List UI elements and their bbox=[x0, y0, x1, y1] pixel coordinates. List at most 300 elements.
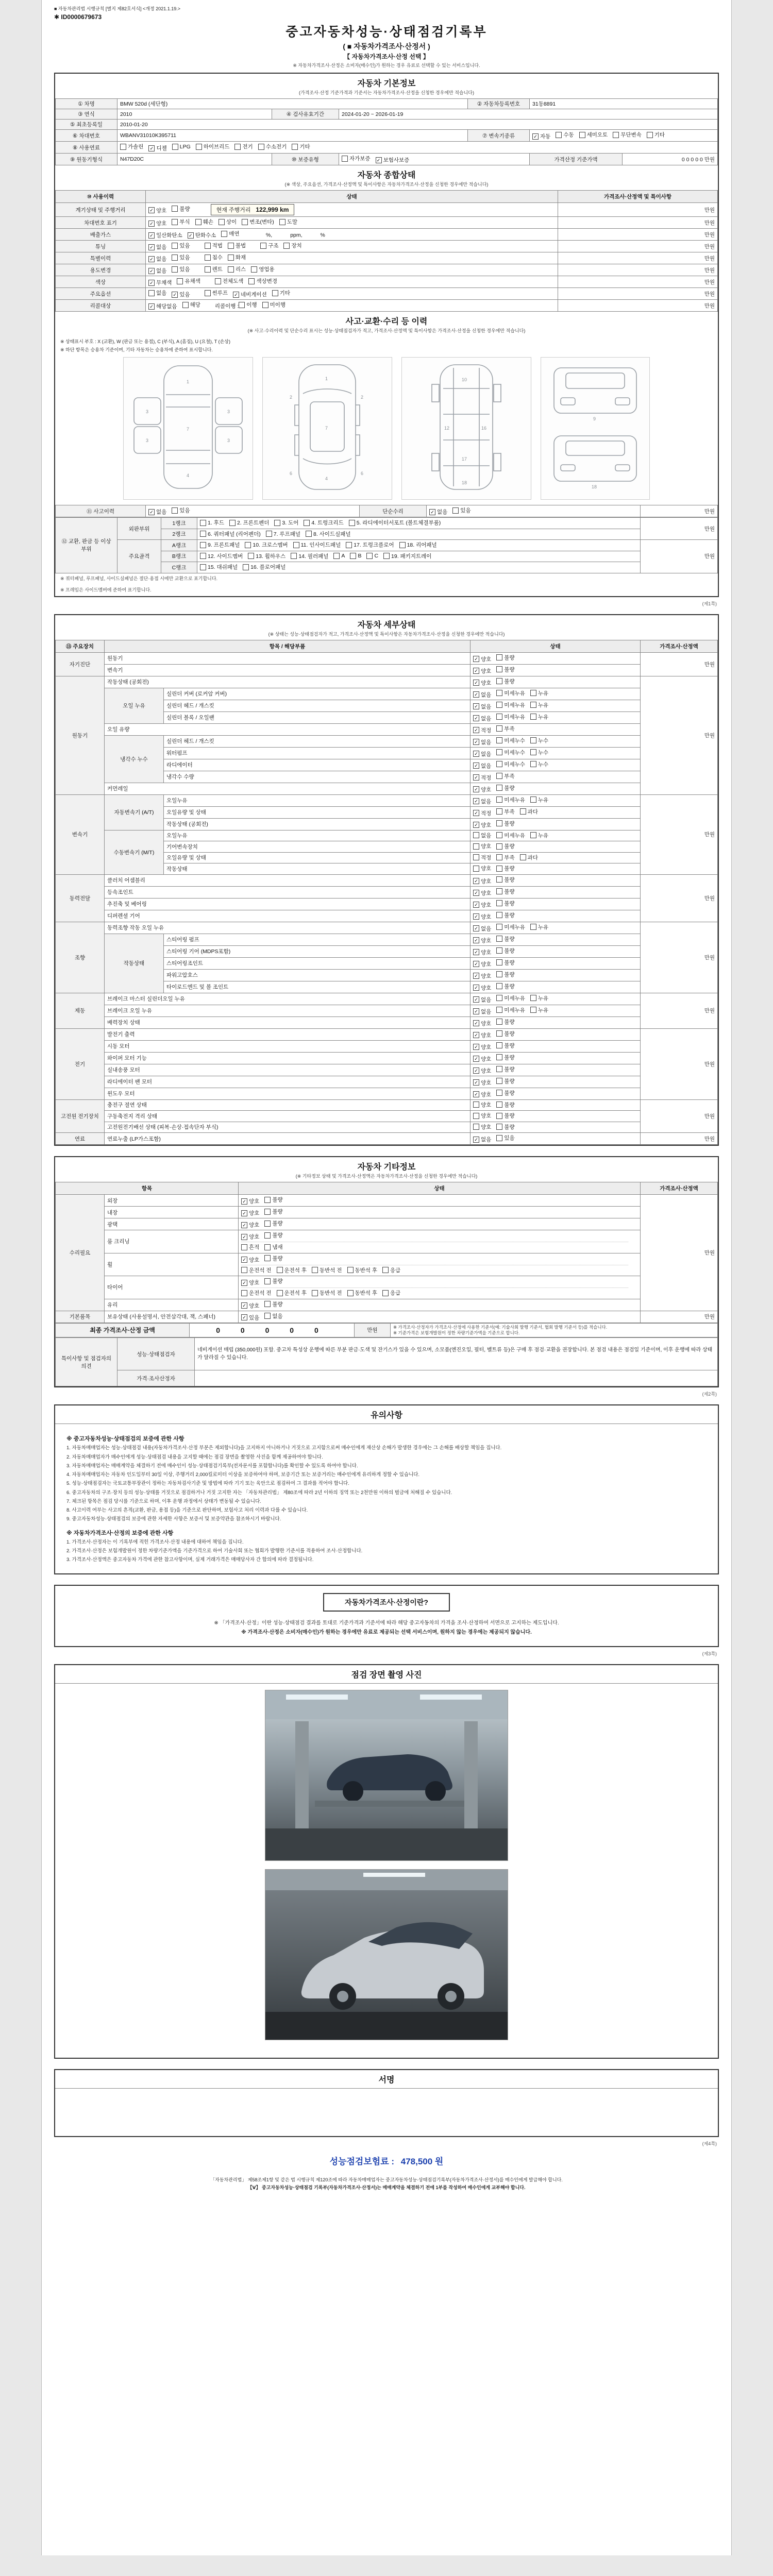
part-label: 작동상태 bbox=[164, 863, 470, 875]
detail-row bbox=[56, 1099, 718, 1111]
checkbox-box bbox=[496, 808, 502, 815]
checkbox-해당[interactable] bbox=[182, 301, 200, 309]
checkbox-양호[interactable] bbox=[473, 679, 491, 687]
car-name-value: BMW 520d (세단형) bbox=[117, 99, 468, 109]
checkbox-일산화탄소[interactable] bbox=[148, 231, 182, 239]
checkbox-운전석 후[interactable] bbox=[277, 1289, 307, 1297]
checkbox-segment bbox=[205, 242, 251, 250]
checkbox-없음[interactable] bbox=[473, 925, 491, 933]
checkbox-누유[interactable] bbox=[530, 1006, 548, 1014]
column-header: 상태 bbox=[239, 1182, 641, 1195]
checkbox-불량[interactable] bbox=[496, 1054, 514, 1061]
checkbox-label: A bbox=[341, 553, 345, 559]
checkbox-box bbox=[530, 737, 536, 743]
checkbox-누유[interactable] bbox=[530, 701, 548, 709]
checkbox-C[interactable] bbox=[366, 553, 378, 559]
checkbox-운전석 전[interactable] bbox=[241, 1266, 272, 1274]
checkbox-불량[interactable] bbox=[264, 1300, 282, 1308]
checkbox-box: ✓ bbox=[473, 703, 479, 709]
checkbox-label: 동반석 후 bbox=[355, 1267, 378, 1274]
checkbox-없음[interactable] bbox=[473, 1008, 491, 1015]
checkbox-없음[interactable] bbox=[473, 691, 491, 699]
checkbox-영업용[interactable] bbox=[251, 265, 274, 273]
checkbox-미세누유[interactable] bbox=[496, 832, 525, 839]
checkbox-있음[interactable] bbox=[496, 1134, 514, 1142]
checkbox-수소전기[interactable] bbox=[258, 143, 287, 150]
odometer-value: 122,999 km bbox=[256, 206, 289, 213]
checkbox-A[interactable] bbox=[333, 553, 345, 559]
checkbox-불량[interactable] bbox=[264, 1219, 282, 1227]
field-label: ⑥ 차대번호 bbox=[56, 130, 117, 142]
checkbox-전기[interactable] bbox=[234, 143, 253, 150]
checkbox-수동[interactable] bbox=[556, 131, 574, 139]
checkbox-없음[interactable] bbox=[429, 508, 447, 516]
checkbox-기타[interactable] bbox=[292, 143, 310, 150]
checkbox-segment bbox=[215, 277, 282, 286]
checkbox-불량[interactable] bbox=[264, 1277, 282, 1285]
checkbox-양호[interactable] bbox=[473, 1112, 491, 1120]
checkbox-운전석 후[interactable] bbox=[277, 1266, 307, 1274]
checkbox-13. 휠하우스[interactable] bbox=[248, 552, 285, 560]
checkbox-segment bbox=[473, 820, 520, 829]
part-label: 작동상태 (공회전) bbox=[105, 676, 470, 688]
checkbox-양호[interactable] bbox=[473, 1123, 491, 1131]
svg-text:6: 6 bbox=[290, 471, 293, 476]
overall-subtitle: (※ 색상, 주요옵션, 가격조사·산정액 및 특이사항은 자동차가격조사·산정을 신청한 경우에만 적습니다) bbox=[284, 182, 489, 187]
detail-subtitle: (※ 상태는 성능·상태점검자가 적고, 가격조사·산정액 및 특이사항은 자동차가격조사·산정을 신청한 경우에만 적습니다) bbox=[268, 631, 505, 637]
checkbox-없음[interactable] bbox=[473, 1136, 491, 1143]
checkbox-불량[interactable] bbox=[496, 654, 514, 662]
segment-text: 리콜이행 : bbox=[214, 303, 239, 310]
checkbox-없음[interactable] bbox=[473, 996, 491, 1004]
checkbox-기타[interactable] bbox=[272, 289, 290, 297]
checkbox-15. 대쉬패널[interactable] bbox=[200, 563, 238, 571]
checkbox-label: 전체도색 bbox=[222, 278, 244, 284]
checkbox-8. 사이드실패널[interactable] bbox=[306, 530, 351, 538]
checkbox-segment bbox=[473, 713, 553, 722]
state-cell bbox=[470, 852, 641, 863]
checkbox-있음[interactable] bbox=[452, 506, 470, 514]
panel-group-label: 외판부위 bbox=[117, 518, 161, 540]
checkbox-불량[interactable] bbox=[496, 982, 514, 990]
checkbox-부족[interactable] bbox=[496, 854, 514, 861]
checkbox-구조[interactable] bbox=[260, 242, 278, 249]
checkbox-유채색[interactable] bbox=[177, 277, 200, 285]
checkbox-탄화수소[interactable] bbox=[188, 231, 216, 239]
checkbox-자동[interactable] bbox=[532, 132, 550, 140]
checkbox-있음[interactable] bbox=[241, 1314, 259, 1321]
checkbox-양호[interactable] bbox=[473, 1067, 491, 1075]
checkbox-box: ✓ bbox=[148, 509, 155, 515]
checkbox-무채색[interactable] bbox=[148, 279, 172, 286]
checkbox-box bbox=[496, 888, 502, 894]
checkbox-label: 누유 bbox=[537, 995, 549, 1002]
checkbox-불량[interactable] bbox=[496, 677, 514, 685]
checkbox-리스[interactable] bbox=[228, 265, 246, 273]
checkbox-불법[interactable] bbox=[228, 242, 246, 249]
svg-text:17: 17 bbox=[462, 456, 467, 462]
checkbox-없음[interactable] bbox=[473, 762, 491, 770]
checkbox-적법[interactable] bbox=[205, 242, 223, 249]
checkbox-box bbox=[496, 1019, 502, 1025]
checkbox-14. 필러패널[interactable] bbox=[291, 552, 328, 560]
checkbox-없음[interactable] bbox=[473, 832, 491, 839]
checkbox-양호[interactable] bbox=[473, 842, 491, 850]
checkbox-양호[interactable] bbox=[473, 1031, 491, 1039]
checkbox-segment bbox=[205, 253, 251, 262]
page-subtitle-2: 【 자동차가격조사·산정 선택 】 bbox=[344, 53, 429, 60]
detail-title: 자동차 세부상태 bbox=[357, 620, 416, 630]
checkbox-B[interactable] bbox=[350, 553, 361, 559]
checkbox-양호[interactable] bbox=[473, 889, 491, 897]
checkbox-없음[interactable] bbox=[148, 508, 166, 516]
checkbox-label: 11. 인사이드패널 bbox=[300, 542, 341, 548]
checkbox-없음[interactable] bbox=[473, 715, 491, 722]
checkbox-양호[interactable] bbox=[473, 1079, 491, 1087]
checkbox-불량[interactable] bbox=[496, 666, 514, 673]
detail-row bbox=[56, 1195, 718, 1207]
checkbox-11. 인사이드패널[interactable] bbox=[293, 541, 341, 549]
opinion-who-label: 성능·상태점검자 bbox=[117, 1338, 195, 1370]
checkbox-양호[interactable] bbox=[473, 1020, 491, 1027]
checkbox-12. 사이드멤버[interactable] bbox=[200, 552, 243, 560]
checkbox-디젤[interactable] bbox=[148, 144, 166, 152]
checkbox-양호[interactable] bbox=[241, 1233, 259, 1241]
state-cell bbox=[470, 806, 641, 818]
checkbox-부족[interactable] bbox=[496, 808, 514, 816]
checkbox-부식[interactable] bbox=[172, 218, 190, 226]
checkbox-동반석 후[interactable] bbox=[347, 1266, 378, 1274]
checkbox-미세누유[interactable] bbox=[496, 689, 525, 697]
checkbox-없음[interactable] bbox=[473, 703, 491, 710]
checkbox-미세누유[interactable] bbox=[496, 1006, 525, 1014]
checkbox-동반석 후[interactable] bbox=[347, 1289, 378, 1297]
checkbox-불량[interactable] bbox=[496, 935, 514, 943]
checkbox-없음[interactable] bbox=[148, 289, 166, 297]
checkbox-동반석 전[interactable] bbox=[312, 1266, 342, 1274]
checkbox-무단변속[interactable] bbox=[613, 131, 642, 139]
checkbox-보험사보증[interactable] bbox=[376, 156, 410, 164]
part-label: 원동기 bbox=[105, 652, 470, 664]
checkbox-label: 없음 bbox=[481, 832, 492, 839]
row-label: 배출가스 bbox=[56, 229, 146, 241]
checkbox-세미오토[interactable] bbox=[579, 131, 608, 139]
checkbox-box: ✓ bbox=[148, 145, 155, 151]
checkbox-없음[interactable] bbox=[148, 243, 166, 251]
field-label: ④ 검사유효기간 bbox=[272, 109, 339, 120]
checkbox-썬루프[interactable] bbox=[205, 289, 228, 297]
checkbox-box bbox=[241, 1267, 247, 1273]
checkbox-불량[interactable] bbox=[496, 1112, 514, 1120]
accident-subtitle: (※ 사고·수리이력 및 단순수리 표시는 성능·상태점검자가 적고, 가격조사·산정액 및 특이사항은 가격조사·산정을 신청한 경우에만 적습니다) bbox=[247, 328, 526, 333]
checkbox-불량[interactable] bbox=[264, 1196, 282, 1204]
checkbox-양호[interactable] bbox=[473, 913, 491, 921]
checkbox-box: ✓ bbox=[172, 292, 178, 298]
checkbox-누수[interactable] bbox=[530, 749, 548, 756]
notice-item: 7. 체크된 항목은 점검 당시를 기준으로 하며, 이후 운행 과정에서 상태가 변동될 수 있습니다. bbox=[66, 1498, 261, 1504]
checkbox-부족[interactable] bbox=[496, 725, 514, 733]
checkbox-침수[interactable] bbox=[205, 253, 223, 261]
checkbox-불량[interactable] bbox=[264, 1255, 282, 1262]
checkbox-훼손[interactable] bbox=[195, 218, 213, 226]
checkbox-네비게이션[interactable] bbox=[233, 291, 267, 298]
checkbox-불량[interactable] bbox=[496, 911, 514, 919]
checkbox-과다[interactable] bbox=[520, 854, 538, 861]
checkbox-양호[interactable] bbox=[473, 960, 491, 968]
checkbox-불량[interactable] bbox=[496, 900, 514, 907]
state-cell bbox=[470, 863, 641, 875]
checkbox-양호[interactable] bbox=[241, 1197, 259, 1205]
checkbox-양호[interactable] bbox=[473, 937, 491, 944]
checkbox-있음[interactable] bbox=[172, 242, 190, 249]
checkbox-자가보증[interactable] bbox=[342, 155, 371, 162]
checkbox-미세누수[interactable] bbox=[496, 760, 525, 768]
checkbox-3. 도어[interactable] bbox=[274, 519, 298, 527]
checkbox-label: 양호 bbox=[481, 878, 492, 885]
checkbox-box bbox=[473, 832, 479, 838]
checkbox-양호[interactable] bbox=[241, 1302, 259, 1310]
checkbox-양호[interactable] bbox=[241, 1209, 259, 1217]
checkbox-응급[interactable] bbox=[382, 1266, 400, 1274]
checkbox-불량[interactable] bbox=[496, 959, 514, 967]
checkbox-불량[interactable] bbox=[496, 1042, 514, 1049]
checkbox-불량[interactable] bbox=[496, 888, 514, 895]
checkbox-양호[interactable] bbox=[473, 1091, 491, 1098]
checkbox-불량[interactable] bbox=[496, 842, 514, 850]
checkbox-미세누유[interactable] bbox=[496, 701, 525, 709]
checkbox-미세누유[interactable] bbox=[496, 796, 525, 804]
checkbox-냄새[interactable] bbox=[264, 1243, 282, 1251]
inspection-insurance-premium bbox=[54, 2154, 719, 2167]
checkbox-불량[interactable] bbox=[496, 865, 514, 872]
checkbox-적정[interactable] bbox=[473, 809, 491, 817]
checkbox-불량[interactable] bbox=[496, 784, 514, 792]
checkbox-LPG[interactable] bbox=[172, 144, 191, 150]
checkbox-누수[interactable] bbox=[530, 737, 548, 744]
checkbox-양호[interactable] bbox=[473, 1043, 491, 1051]
row-label: 차대번호 표기 bbox=[56, 217, 146, 229]
checkbox-2. 프론트펜더[interactable] bbox=[229, 519, 269, 527]
checkbox-18. 리어패널[interactable] bbox=[399, 541, 437, 549]
checkbox-불량[interactable] bbox=[496, 1089, 514, 1097]
checkbox-양호[interactable] bbox=[473, 1055, 491, 1063]
checkbox-4. 트렁크리드[interactable] bbox=[304, 519, 343, 527]
checkbox-segment bbox=[473, 982, 520, 992]
checkbox-label: 있음 bbox=[179, 243, 190, 249]
checkbox-불량[interactable] bbox=[496, 1101, 514, 1109]
checkbox-1. 후드[interactable] bbox=[200, 519, 224, 527]
checkbox-있음[interactable] bbox=[172, 291, 190, 298]
checkbox-있음[interactable] bbox=[172, 253, 190, 261]
checkbox-9. 프론트패널[interactable] bbox=[200, 541, 240, 549]
opinion-group-label: 특이사항 및 점검자의 의견 bbox=[56, 1338, 117, 1386]
checkbox-10. 크로스멤버[interactable] bbox=[245, 541, 288, 549]
checkbox-도말[interactable] bbox=[279, 218, 297, 226]
checkbox-미세누유[interactable] bbox=[496, 923, 525, 931]
checkbox-7. 루프패널[interactable] bbox=[266, 530, 300, 538]
checkbox-미이행[interactable] bbox=[262, 301, 285, 309]
checkbox-양호[interactable] bbox=[241, 1279, 259, 1286]
checkbox-label: 미세누수 bbox=[504, 761, 525, 768]
checkbox-렌트[interactable] bbox=[205, 265, 223, 273]
checkbox-불량[interactable] bbox=[496, 1018, 514, 1026]
checkbox-양호[interactable] bbox=[473, 821, 491, 829]
checkbox-양호[interactable] bbox=[473, 984, 491, 992]
svg-text:3: 3 bbox=[146, 438, 149, 443]
checkbox-6. 쿼터패널 (리어펜더)[interactable] bbox=[200, 530, 261, 538]
checkbox-누유[interactable] bbox=[530, 713, 548, 721]
checkbox-있음[interactable] bbox=[172, 265, 190, 273]
checkbox-변조(변타)[interactable] bbox=[242, 218, 274, 226]
signature-area[interactable] bbox=[55, 2089, 718, 2136]
checkbox-미세누수[interactable] bbox=[496, 737, 525, 744]
checkbox-불량[interactable] bbox=[496, 971, 514, 978]
checkbox-매연[interactable] bbox=[221, 230, 239, 238]
checkbox-label: 미세누유 bbox=[504, 702, 525, 708]
checkbox-불량[interactable] bbox=[496, 947, 514, 955]
checkbox-미세누수[interactable] bbox=[496, 749, 525, 756]
checkbox-label: 누수 bbox=[537, 749, 549, 756]
checkbox-양호[interactable] bbox=[473, 786, 491, 793]
checkbox-불량[interactable] bbox=[172, 205, 190, 213]
basic-subtitle: (가격조사·산정 기준가격과 기준서는 자동차가격조사·산정을 신청한 경우에만 적습니다) bbox=[299, 90, 474, 95]
checkbox-불량[interactable] bbox=[496, 1123, 514, 1131]
checkbox-19. 패키지트레이[interactable] bbox=[383, 552, 431, 560]
checkbox-양호[interactable] bbox=[473, 901, 491, 909]
page-marker: (제3쪽) bbox=[702, 1651, 717, 1657]
checkbox-없음[interactable] bbox=[473, 798, 491, 805]
checkbox-label: 적정 bbox=[481, 774, 492, 781]
part-label: 구동축전지 격리 상태 bbox=[105, 1111, 470, 1122]
checkbox-label: 부족 bbox=[504, 808, 515, 815]
part-label: 보유상태 (사용설명서, 안전삼각대, 잭, 스패너) bbox=[105, 1311, 239, 1323]
checkbox-box bbox=[342, 156, 348, 162]
checkbox-label: 이행 bbox=[246, 302, 257, 308]
checkbox-양호[interactable] bbox=[148, 219, 166, 227]
notice-heading: ※ 중고자동차성능·상태점검의 보증에 관한 사항 bbox=[66, 1436, 184, 1443]
svg-text:18: 18 bbox=[592, 484, 597, 489]
checkbox-없음[interactable] bbox=[473, 738, 491, 746]
checkbox-양호[interactable] bbox=[473, 667, 491, 675]
checkbox-label: 있음 bbox=[504, 1135, 515, 1141]
detail-row bbox=[56, 676, 718, 688]
checkbox-box bbox=[496, 1030, 502, 1037]
detail-row bbox=[56, 1299, 718, 1311]
checkbox-하이브리드[interactable] bbox=[196, 143, 230, 150]
checkbox-label: 불법 bbox=[235, 243, 246, 249]
checkbox-해당없음[interactable] bbox=[148, 302, 177, 310]
checkbox-label: 없음 bbox=[481, 1008, 492, 1015]
checkbox-segment bbox=[473, 1030, 520, 1039]
checkbox-누유[interactable] bbox=[530, 796, 548, 804]
checkbox-있음[interactable] bbox=[172, 506, 190, 514]
checkbox-양호[interactable] bbox=[473, 865, 491, 872]
checkbox-box: ✓ bbox=[148, 303, 155, 310]
checkbox-없음[interactable] bbox=[148, 255, 166, 263]
checkbox-없음[interactable] bbox=[473, 750, 491, 758]
panel-items bbox=[197, 529, 641, 540]
checkbox-label: 1. 후드 bbox=[208, 520, 224, 526]
checkbox-label: 동반석 전 bbox=[320, 1290, 342, 1296]
checkbox-양호[interactable] bbox=[241, 1256, 259, 1264]
checkbox-불량[interactable] bbox=[496, 876, 514, 884]
checkbox-양호[interactable] bbox=[473, 1101, 491, 1109]
checkbox-누수[interactable] bbox=[530, 760, 548, 768]
checkbox-16. 플로어패널[interactable] bbox=[243, 563, 285, 571]
detail-row bbox=[56, 794, 718, 806]
checkbox-과다[interactable] bbox=[520, 808, 538, 816]
checkbox-segment bbox=[473, 701, 553, 710]
checkbox-box bbox=[496, 1078, 502, 1084]
checkbox-label: 양호 bbox=[481, 1020, 492, 1027]
checkbox-양호[interactable] bbox=[241, 1221, 259, 1229]
state-cell bbox=[470, 783, 641, 794]
checkbox-불량[interactable] bbox=[264, 1231, 282, 1239]
detail-row bbox=[56, 1230, 718, 1253]
checkbox-가솔린[interactable] bbox=[120, 143, 143, 150]
checkbox-box bbox=[530, 714, 536, 720]
checkbox-box: ✓ bbox=[473, 1008, 479, 1014]
checkbox-box bbox=[243, 564, 249, 570]
checkbox-17. 트렁크플로어[interactable] bbox=[346, 541, 394, 549]
checkbox-5. 라디에이터서포트 (볼트체결부품)[interactable] bbox=[349, 519, 441, 527]
checkbox-label: 있음 bbox=[179, 292, 190, 298]
checkbox-box: ✓ bbox=[473, 1067, 479, 1074]
checkbox-미세누유[interactable] bbox=[496, 994, 525, 1002]
checkbox-적정[interactable] bbox=[473, 726, 491, 734]
checkbox-흔적[interactable] bbox=[241, 1243, 259, 1251]
checkbox-누유[interactable] bbox=[530, 994, 548, 1002]
part-label: 발전기 출력 bbox=[105, 1028, 470, 1040]
checkbox-불량[interactable] bbox=[496, 1065, 514, 1073]
state-cell bbox=[146, 300, 558, 312]
checkbox-누유[interactable] bbox=[530, 832, 548, 839]
checkbox-불량[interactable] bbox=[496, 820, 514, 827]
checkbox-label: 적법 bbox=[212, 243, 223, 249]
checkbox-운전석 전[interactable] bbox=[241, 1289, 272, 1297]
checkbox-부족[interactable] bbox=[496, 772, 514, 780]
checkbox-상이[interactable] bbox=[219, 218, 237, 226]
checkbox-이행[interactable] bbox=[239, 301, 257, 309]
checkbox-양호[interactable] bbox=[473, 655, 491, 663]
checkbox-장치[interactable] bbox=[283, 242, 301, 249]
checkbox-양호[interactable] bbox=[473, 877, 491, 885]
checkbox-없음[interactable] bbox=[148, 267, 166, 275]
checkbox-기타[interactable] bbox=[647, 131, 665, 139]
checkbox-누유[interactable] bbox=[530, 689, 548, 697]
checkbox-색상변경[interactable] bbox=[248, 277, 277, 285]
checkbox-응급[interactable] bbox=[382, 1289, 400, 1297]
checkbox-적정[interactable] bbox=[473, 854, 491, 861]
section-signature bbox=[54, 2069, 719, 2137]
checkbox-화재[interactable] bbox=[228, 253, 246, 261]
checkbox-불량[interactable] bbox=[264, 1208, 282, 1215]
checkbox-동반석 전[interactable] bbox=[312, 1289, 342, 1297]
checkbox-segment bbox=[473, 854, 543, 862]
checkbox-적정[interactable] bbox=[473, 774, 491, 782]
state-cell bbox=[470, 664, 641, 676]
checkbox-양호[interactable] bbox=[473, 948, 491, 956]
checkbox-양호[interactable] bbox=[473, 972, 491, 980]
checkbox-label: 누유 bbox=[537, 832, 549, 839]
checkbox-불량[interactable] bbox=[496, 1030, 514, 1038]
checkbox-양호[interactable] bbox=[148, 207, 166, 214]
checkbox-불량[interactable] bbox=[496, 1077, 514, 1085]
checkbox-전체도색[interactable] bbox=[215, 277, 244, 285]
checkbox-없음[interactable] bbox=[264, 1312, 282, 1320]
checkbox-누유[interactable] bbox=[530, 923, 548, 931]
checkbox-미세누유[interactable] bbox=[496, 713, 525, 721]
